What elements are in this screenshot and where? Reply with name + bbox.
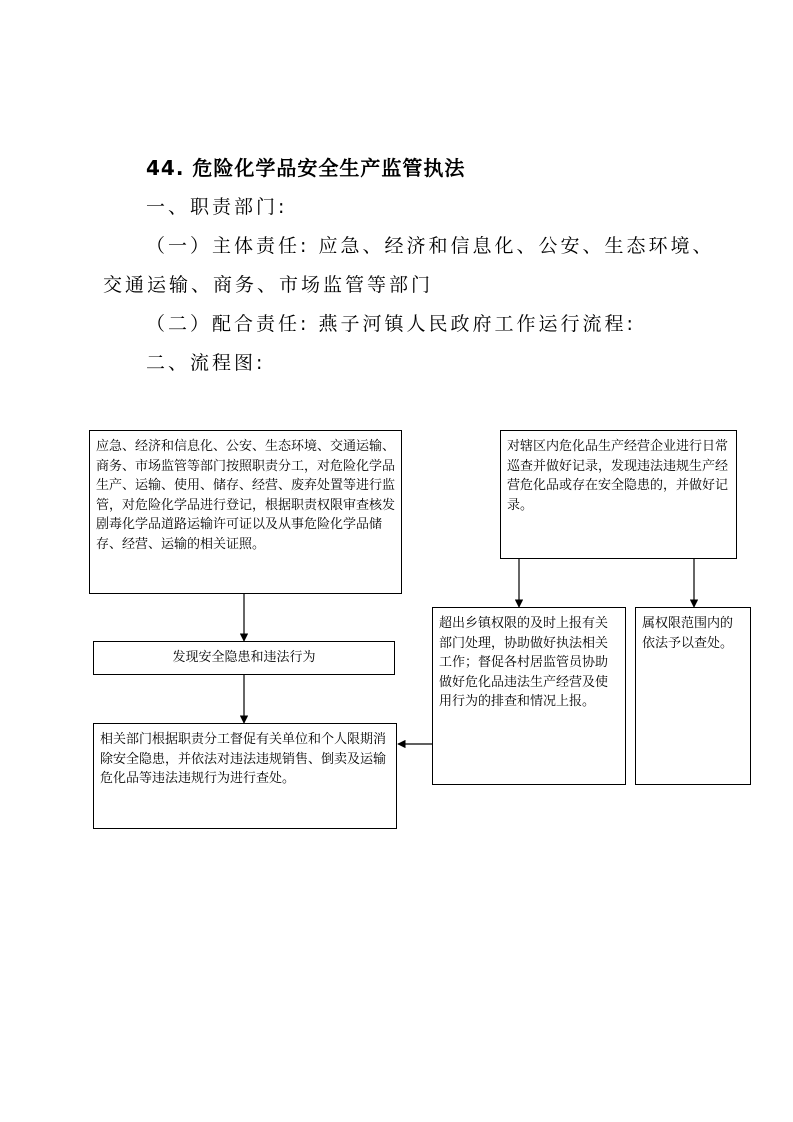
section-heading-flowchart: 二、流程图: (146, 352, 266, 374)
cooperative-responsibility: （二）配合责任: 燕子河镇人民政府工作运行流程: (146, 313, 636, 335)
section-heading-departments: 一、职责部门: (146, 196, 288, 218)
box-discover-hazards: 发现安全隐患和违法行为 (93, 641, 395, 675)
main-responsibility-line-1: （一）主体责任: 应急、经济和信息化、公安、生态环境、 (146, 235, 715, 257)
box-report-beyond-authority: 超出乡镇权限的及时上报有关部门处理，协助做好执法相关工作；督促各村居监管员协助做好危化品违法生产经营及使用行为的排查和情况上报。 (432, 607, 626, 785)
box-departments-supervision: 应急、经济和信息化、公安、生态环境、交通运输、商务、市场监管等部门按照职责分工，对危险化学品生产、运输、使用、储存、经营、废弃处置等进行监管，对危险化学品进行登记，根据职责权限审查核发剧毒化学品道路运输许可证以及从事危险化学品储存、经营、运输的相关证照。 (89, 430, 402, 594)
document-title: 44. 危险化学品安全生产监管执法 (146, 156, 466, 180)
main-responsibility-line-2: 交通运输、商务、市场监管等部门 (103, 274, 434, 296)
box-departments-handle: 相关部门根据职责分工督促有关单位和个人限期消除安全隐患，并依法对违法违规销售、倒卖及运输危化品等违法违规行为进行查处。 (93, 723, 397, 829)
box-town-inspection: 对辖区内危化品生产经营企业进行日常巡查并做好记录，发现违法违规生产经营危化品或存在安全隐患的，并做好记录。 (500, 430, 737, 559)
box-within-authority: 属权限范围内的依法予以查处。 (635, 607, 751, 785)
